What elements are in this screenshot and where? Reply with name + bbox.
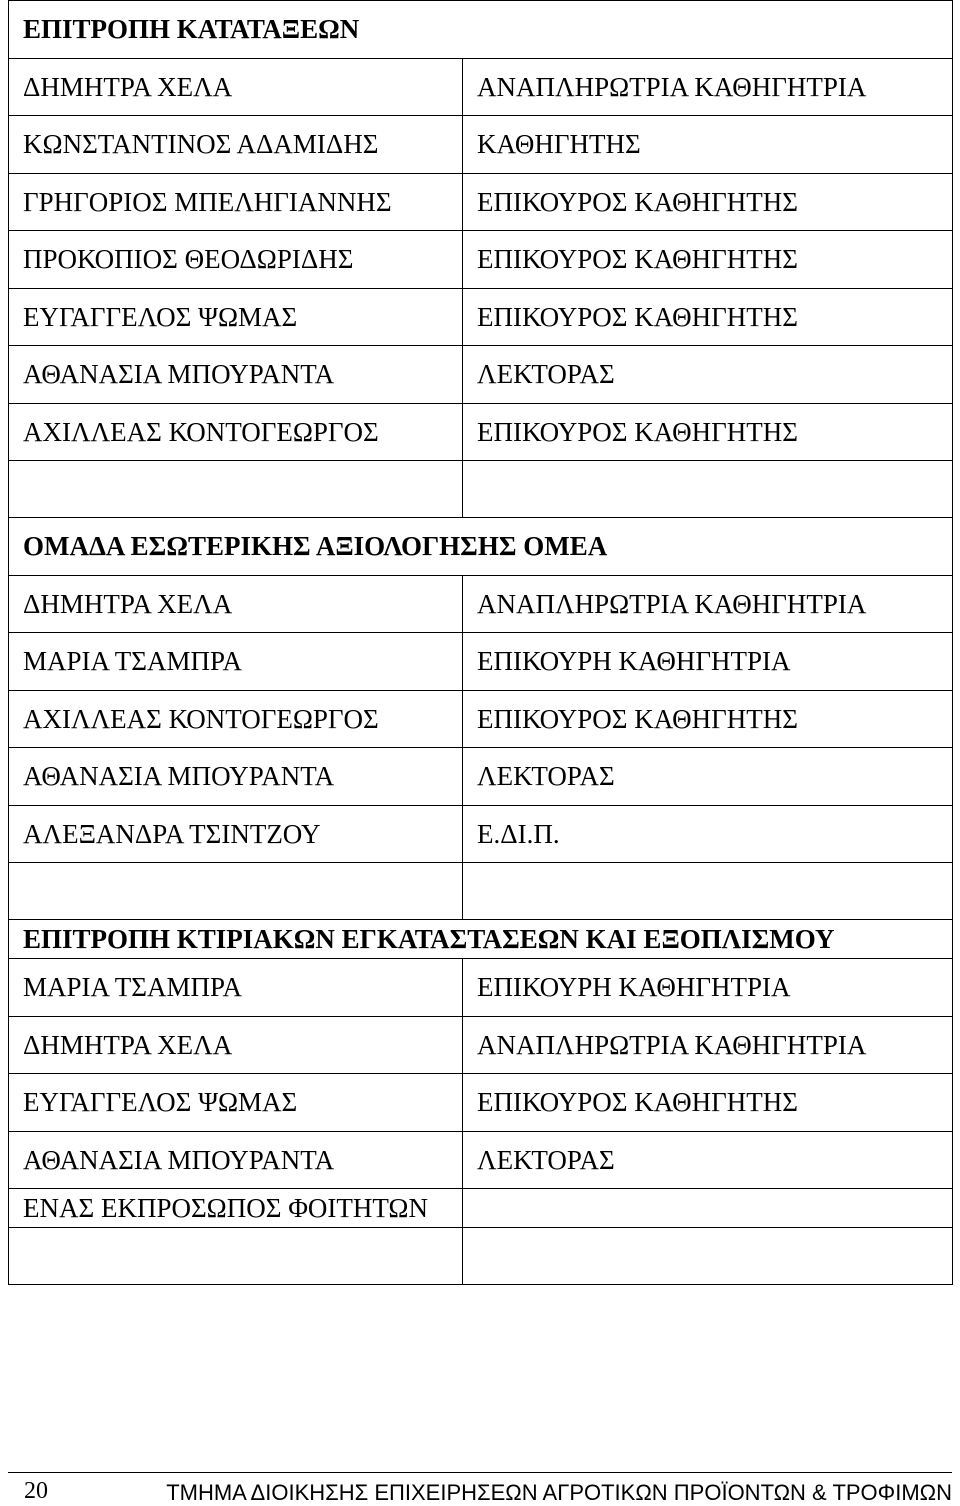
section-title: ΕΠΙΤΡΟΠΗ ΚΤΙΡΙΑΚΩΝ ΕΓΚΑΤΑΣΤΑΣΕΩΝ ΚΑΙ ΕΞΟΠΛΙΣΜΟΥ	[9, 920, 953, 959]
footer-rule	[8, 1472, 952, 1473]
section-title: ΕΠΙΤΡΟΠΗ ΚΑΤΑΤΑΞΕΩΝ	[9, 1, 953, 59]
empty-cell	[9, 1228, 463, 1285]
member-name: ΔΗΜΗΤΡΑ ΧΕΛΑ	[9, 1016, 463, 1074]
member-row	[9, 748, 953, 806]
member-name: ΑΧΙΛΛΕΑΣ ΚΟΝΤΟΓΕΩΡΓΟΣ	[9, 690, 463, 748]
member-row	[9, 633, 953, 691]
member-role: ΛΕΚΤΟΡΑΣ	[463, 748, 953, 806]
spacer-row	[9, 461, 953, 518]
member-name: ΓΡΗΓΟΡΙΟΣ ΜΠΕΛΗΓΙΑΝΝΗΣ	[9, 173, 463, 231]
department-name: ΤΜΗΜΑ ΔΙΟΙΚΗΣΗΣ ΕΠΙΧΕΙΡΗΣΕΩΝ ΑΓΡΟΤΙΚΩΝ ΠΡΟΪΟΝΤΩΝ & ΤΡΟΦΙΜΩΝ	[166, 1480, 952, 1505]
member-row	[9, 805, 953, 863]
spacer-row	[9, 863, 953, 920]
section-header-row	[9, 1, 953, 59]
member-role: ΕΠΙΚΟΥΡΗ ΚΑΘΗΓΗΤΡΙΑ	[463, 959, 953, 1017]
member-row	[9, 959, 953, 1017]
committees-table	[8, 0, 953, 1285]
member-name: ΚΩΝΣΤΑΝΤΙΝΟΣ ΑΔΑΜΙΔΗΣ	[9, 116, 463, 174]
member-role	[463, 1189, 953, 1228]
member-name: ΕΝΑΣ ΕΚΠΡΟΣΩΠΟΣ ΦΟΙΤΗΤΩΝ	[9, 1189, 463, 1228]
member-row	[9, 1189, 953, 1228]
spacer-row	[9, 1228, 953, 1285]
section-title: ΟΜΑΔΑ ΕΣΩΤΕΡΙΚΗΣ ΑΞΙΟΛΟΓΗΣΗΣ ΟΜΕΑ	[9, 518, 953, 576]
page-number: 20	[24, 1478, 48, 1504]
member-role: Ε.ΔΙ.Π.	[463, 805, 953, 863]
member-name: ΕΥΓΑΓΓΕΛΟΣ ΨΩΜΑΣ	[9, 1074, 463, 1132]
member-role: ΕΠΙΚΟΥΡΟΣ ΚΑΘΗΓΗΤΗΣ	[463, 1074, 953, 1132]
member-row	[9, 1016, 953, 1074]
member-row	[9, 403, 953, 461]
member-name: ΑΘΑΝΑΣΙΑ ΜΠΟΥΡΑΝΤΑ	[9, 346, 463, 404]
empty-cell	[463, 1228, 953, 1285]
member-name: ΑΘΑΝΑΣΙΑ ΜΠΟΥΡΑΝΤΑ	[9, 748, 463, 806]
empty-cell	[9, 863, 463, 920]
member-row	[9, 1131, 953, 1189]
member-name: ΜΑΡΙΑ ΤΣΑΜΠΡΑ	[9, 633, 463, 691]
member-role: ΕΠΙΚΟΥΡΟΣ ΚΑΘΗΓΗΤΗΣ	[463, 403, 953, 461]
member-role: ΕΠΙΚΟΥΡΟΣ ΚΑΘΗΓΗΤΗΣ	[463, 288, 953, 346]
member-name: ΜΑΡΙΑ ΤΣΑΜΠΡΑ	[9, 959, 463, 1017]
member-name: ΑΘΑΝΑΣΙΑ ΜΠΟΥΡΑΝΤΑ	[9, 1131, 463, 1189]
member-name: ΠΡΟΚΟΠΙΟΣ ΘΕΟΔΩΡΙΔΗΣ	[9, 231, 463, 289]
member-row	[9, 288, 953, 346]
member-row	[9, 173, 953, 231]
empty-cell	[9, 461, 463, 518]
member-name: ΑΧΙΛΛΕΑΣ ΚΟΝΤΟΓΕΩΡΓΟΣ	[9, 403, 463, 461]
member-role: ΛΕΚΤΟΡΑΣ	[463, 1131, 953, 1189]
member-row	[9, 116, 953, 174]
member-role: ΛΕΚΤΟΡΑΣ	[463, 346, 953, 404]
member-row	[9, 346, 953, 404]
member-row	[9, 575, 953, 633]
empty-cell	[463, 461, 953, 518]
member-role: ΕΠΙΚΟΥΡΟΣ ΚΑΘΗΓΗΤΗΣ	[463, 231, 953, 289]
member-row	[9, 58, 953, 116]
member-name: ΕΥΓΑΓΓΕΛΟΣ ΨΩΜΑΣ	[9, 288, 463, 346]
member-role: ΑΝΑΠΛΗΡΩΤΡΙΑ ΚΑΘΗΓΗΤΡΙΑ	[463, 58, 953, 116]
member-role: ΑΝΑΠΛΗΡΩΤΡΙΑ ΚΑΘΗΓΗΤΡΙΑ	[463, 575, 953, 633]
member-role: ΕΠΙΚΟΥΡΟΣ ΚΑΘΗΓΗΤΗΣ	[463, 173, 953, 231]
section-header-row	[9, 920, 953, 959]
member-row	[9, 231, 953, 289]
member-name: ΑΛΕΞΑΝΔΡΑ ΤΣΙΝΤΖΟΥ	[9, 805, 463, 863]
member-name: ΔΗΜΗΤΡΑ ΧΕΛΑ	[9, 575, 463, 633]
member-row	[9, 690, 953, 748]
page-footer	[8, 1468, 952, 1505]
member-row	[9, 1074, 953, 1132]
member-name: ΔΗΜΗΤΡΑ ΧΕΛΑ	[9, 58, 463, 116]
empty-cell	[463, 863, 953, 920]
member-role: ΑΝΑΠΛΗΡΩΤΡΙΑ ΚΑΘΗΓΗΤΡΙΑ	[463, 1016, 953, 1074]
section-header-row	[9, 518, 953, 576]
member-role: ΕΠΙΚΟΥΡΗ ΚΑΘΗΓΗΤΡΙΑ	[463, 633, 953, 691]
member-role: ΚΑΘΗΓΗΤΗΣ	[463, 116, 953, 174]
member-role: ΕΠΙΚΟΥΡΟΣ ΚΑΘΗΓΗΤΗΣ	[463, 690, 953, 748]
